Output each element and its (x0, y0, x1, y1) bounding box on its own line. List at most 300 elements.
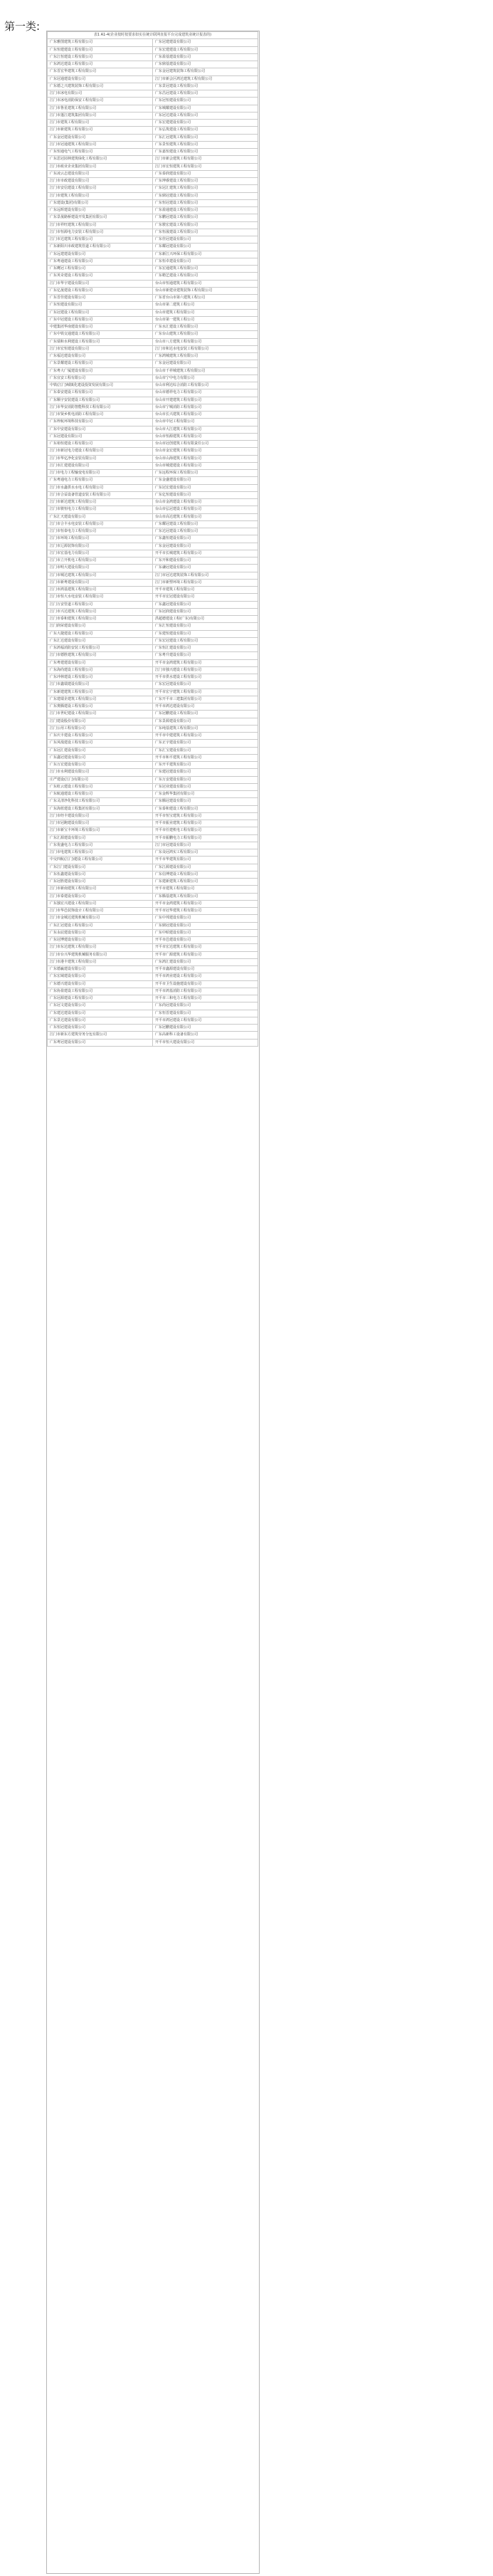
company-name-left: 江门市恒泰电力工程有限公司 (48, 528, 153, 535)
table-row (48, 827, 258, 834)
table-row (48, 470, 258, 477)
company-name-right: 开平市振鹏电力工程有限公司 (153, 834, 258, 842)
company-name-right: 开平市卫生设施建设有限公司 (153, 980, 258, 988)
company-name-left: 江门市金城达建筑机械有限公司 (48, 915, 153, 922)
table-row (48, 995, 258, 1002)
company-name-left: 广东思冠园林建筑绿化工程有限公司 (48, 156, 153, 163)
company-name-right: 江门市新会区鸿达建筑工程有限公司 (153, 75, 258, 83)
table-row (48, 857, 258, 864)
company-name-right: 台山市宁城消防工程有限公司 (153, 404, 258, 411)
company-name-right: 广东昌冠建设工程有限公司 (153, 90, 258, 98)
table-row (48, 389, 258, 397)
company-name-right: 广东冠业建设有限公司 (153, 783, 258, 790)
table-row (48, 922, 258, 929)
table-row (48, 90, 258, 98)
company-name-right: 江门市和达水电安装工程有限公司 (153, 345, 258, 352)
company-name-right: 广东恒冠建设工程有限公司 (153, 199, 258, 206)
table-row (48, 441, 258, 448)
table-row (48, 477, 258, 484)
table-row (48, 192, 258, 199)
table-row (48, 812, 258, 820)
table-row (48, 557, 258, 565)
company-name-right: 开平市宏冠建设有限公司 (153, 594, 258, 601)
table-row (48, 703, 258, 711)
table-row (48, 908, 258, 915)
company-name-left: 江门市新南建筑工程有限公司 (48, 886, 153, 893)
company-name-left: 江门市立开机电工程有限公司 (48, 557, 153, 565)
table-row (48, 769, 258, 776)
company-name-left: 江门润荣建设有限公司 (48, 623, 153, 630)
company-name-left: 广东冠博建设有限公司 (48, 937, 153, 944)
table-row (48, 353, 258, 360)
company-name-right: 广东鸿汇建设有限公司 (153, 958, 258, 965)
table-row (48, 39, 258, 46)
table-row (48, 864, 258, 871)
company-name-right: 广东水汇建设工程有限公司 (153, 324, 258, 331)
company-name-left: 广东鸿福消防安装工程有限公司 (48, 645, 153, 652)
company-name-left: 广东裕恒建设工程有限公司 (48, 441, 153, 448)
company-name-right: 台山市千祥城建筑工程有限公司 (153, 367, 258, 375)
company-name-left: 中铁(江门)城镇化建设投资发展有限公司 (48, 382, 153, 389)
company-name-right: 江门市新塑环境工程有限公司 (153, 579, 258, 586)
table-row (48, 587, 258, 594)
table-row (48, 287, 258, 294)
table-row (48, 929, 258, 936)
table-row (48, 229, 258, 236)
company-name-right: 广东泰和建设工程有限公司 (153, 805, 258, 812)
company-name-right: 广东鼎冠建设工程有限公司 (153, 192, 258, 199)
table-row (48, 324, 258, 331)
company-name-left: 江门市德胜建筑工程有限公司 (48, 652, 153, 659)
table-row (48, 893, 258, 900)
company-name-left: 广东奥腾建设工程有限公司 (48, 703, 153, 711)
table-row (48, 98, 258, 105)
company-name-left: 江门市新冠电力建设工程有限公司 (48, 448, 153, 455)
table-row (48, 681, 258, 688)
company-name-right: 广东精艺建设工程有限公司 (153, 273, 258, 280)
table-row (48, 834, 258, 842)
company-name-left: 江门市建筑工程有限公司 (48, 192, 153, 199)
section-heading: 第一类: (4, 20, 41, 33)
company-name-left: 广东景耀建设工程有限公司 (48, 360, 153, 367)
company-name-left: 江门市经丰建设有限公司 (48, 812, 153, 820)
company-name-left: 广东晋宏华建筑工程有限公司 (48, 68, 153, 75)
company-name-right: 广东恒汇建设有限公司 (153, 645, 258, 652)
company-name-right: 广东省台山市第六建筑工程公司 (153, 295, 258, 302)
table-row (48, 879, 258, 886)
company-name-left: 江门市新宝丰环境工程有限公司 (48, 827, 153, 834)
table-row (48, 83, 258, 90)
table-row (48, 871, 258, 878)
table-row (48, 331, 258, 338)
company-name-right: 台山市开建建筑工程有限公司 (153, 397, 258, 404)
company-name-left: 广东凤凰建设工程有限公司 (48, 740, 153, 747)
company-name-left: 江门市水鑫供水水电工程有限公司 (48, 484, 153, 491)
company-name-left: 广东永辰建设有限公司 (48, 929, 153, 936)
table-row (48, 499, 258, 506)
company-name-left: 江门市新达建筑工程有限公司 (48, 499, 153, 506)
company-name-right: 开平市三和电力工程有限公司 (153, 995, 258, 1002)
company-name-right: 广东泰润建设有限公司 (153, 170, 258, 177)
company-name-left: 中交四航(江门)建设工程有限公司 (48, 857, 153, 864)
enterprise-table (47, 31, 258, 1047)
table-row (48, 791, 258, 798)
company-name-right: 台山市金宏建筑工程有限公司 (153, 448, 258, 455)
company-name-left: 广东汇源建设有限公司 (48, 834, 153, 842)
company-name-right: 广东冠恒建设有限公司 (153, 98, 258, 105)
company-name-right: 广东弘筑建设工程有限公司 (153, 127, 258, 134)
table-row (48, 1010, 258, 1017)
company-name-left: 广东粤冠建设有限公司 (48, 1039, 153, 1046)
company-name-right: 江门市宏恒建筑工程有限公司 (153, 163, 258, 170)
company-name-right: 台山市城建建设工程有限公司 (153, 462, 258, 469)
table-row (48, 280, 258, 287)
company-name-left: 江门市政业企业集团有限公司 (48, 163, 153, 170)
company-name-left: 广东冠建设有限公司 (48, 433, 153, 440)
company-name-right: 广东中昭建设有限公司 (153, 929, 258, 936)
company-name-left: 广东鸿达建设工程有限公司 (48, 61, 153, 68)
company-name-left: 中建集团华南建设有限公司 (48, 324, 153, 331)
table-row (48, 207, 258, 214)
company-name-left: 江门市泰和建筑工程有限公司 (48, 616, 153, 623)
company-name-right: 广东冠达建设工程有限公司 (153, 112, 258, 119)
company-name-left: 江门市港丰建筑工程有限公司 (48, 958, 153, 965)
company-name-right: 台山市大江建筑工程有限公司 (153, 426, 258, 433)
company-name-left: 广东中冠建设工程有限公司 (48, 316, 153, 323)
company-name-left: 广东远晖建设有限公司 (48, 207, 153, 214)
table-row (48, 491, 258, 498)
company-name-right: 开平市鸿业建设工程有限公司 (153, 973, 258, 980)
company-name-right: 台山市山海建筑工程有限公司 (153, 455, 258, 462)
company-name-right: 广东盈通建设工程有限公司 (153, 207, 258, 214)
company-name-right: 广东尚冠建设有限公司 (153, 1002, 258, 1010)
company-name-left: 江门市祥旺建筑工程有限公司 (48, 221, 153, 229)
company-name-right: 广东冠鹏建设有限公司 (153, 1025, 258, 1032)
company-name-left: 广东冲林建设工程有限公司 (48, 674, 153, 681)
company-name-right: 广东耀冠建设有限公司 (153, 244, 258, 251)
table-row (48, 236, 258, 244)
company-name-left: 江门市电建筑工程有限公司 (48, 849, 153, 857)
company-name-right: 广东城耀建设有限公司 (153, 105, 258, 112)
company-name-right: 广东众冠鸿实工程有限公司 (153, 849, 258, 857)
company-name-left: 江门市华亿净化安装有限公司 (48, 455, 153, 462)
table-row (48, 68, 258, 75)
company-name-left: 广东独宏兴建设工程有限公司 (48, 900, 153, 907)
table-row (48, 740, 258, 747)
company-name-right: 开平市和平建筑工程有限公司 (153, 754, 258, 761)
company-name-right: 广东鸿城建筑工程有限公司 (153, 353, 258, 360)
company-name-right: 广东中邦建设有限公司 (153, 915, 258, 922)
company-name-left: 江门市市政建设有限公司 (48, 178, 153, 185)
company-name-left: 江门市电力工程输变电有限公司 (48, 470, 153, 477)
company-name-left: 江门市合丰水电安装工程有限公司 (48, 520, 153, 528)
table-row (48, 666, 258, 674)
company-name-left: 广东粤通电力工程有限公司 (48, 477, 153, 484)
company-name-left: 广东汇冠建设工程有限公司 (48, 922, 153, 929)
table-row (48, 842, 258, 849)
company-name-left: 广东鑫冠建设有限公司 (48, 754, 153, 761)
table-row (48, 805, 258, 812)
table-row (48, 221, 258, 229)
company-name-left: 江门市冰电有限公司 (48, 90, 153, 98)
table-row (48, 616, 258, 623)
table-row (48, 637, 258, 644)
table-row (48, 886, 258, 893)
company-name-right: 广东鹏冠建设工程有限公司 (153, 214, 258, 221)
company-name-left: 广东远建建设有限公司 (48, 251, 153, 258)
company-name-left: 广东英奇建设工程有限公司 (48, 273, 153, 280)
company-name-right: 广东金冠建筑装饰工程有限公司 (153, 68, 258, 75)
company-name-left: 广东雅图建筑工程有限公司 (48, 39, 153, 46)
company-name-left: 江门市东达建筑工程有限公司 (48, 944, 153, 951)
company-name-left: 广东冠通建设有限公司 (48, 75, 153, 83)
company-name-right: 开平市邑建设有限公司 (153, 937, 258, 944)
company-name-left: 广东万宏建设有限公司 (48, 762, 153, 769)
company-name-right: 台山市第二建筑工程公司 (153, 302, 258, 309)
company-name-left: 广东亿晟建设工程有限公司 (48, 287, 153, 294)
company-name-left: 江门市宏恒建设有限公司 (48, 345, 153, 352)
table-row (48, 295, 258, 302)
table-row (48, 951, 258, 958)
table-row (48, 426, 258, 433)
table-row (48, 338, 258, 345)
company-name-right: 江门市独兴建设工程有限公司 (153, 666, 258, 674)
company-name-right: 广东骏宏建设工程有限公司 (153, 221, 258, 229)
table-row (48, 375, 258, 382)
company-name-right: 广东正宇建设有限公司 (153, 740, 258, 747)
company-name-left: 江门市贤乡机电消防工程有限公司 (48, 412, 153, 419)
company-name-left: 广东景达建设有限公司 (48, 1017, 153, 1024)
company-name-left: 江门市新建筑工程有限公司 (48, 127, 153, 134)
company-name-left: 江门市新粤建设有限公司 (48, 579, 153, 586)
table-row (48, 105, 258, 112)
company-name-left: 广东优盛电力工程有限公司 (48, 842, 153, 849)
company-name-right: 开平市任建机电工程有限公司 (153, 827, 258, 834)
table-row (48, 419, 258, 426)
company-name-left: 广东航通建设工程有限公司 (48, 791, 153, 798)
table-row (48, 608, 258, 615)
company-name-left: 江门建设股份有限公司 (48, 718, 153, 725)
table-row (48, 1017, 258, 1024)
company-name-left: 广东景晟路桥建设开发集团有限公司 (48, 214, 153, 221)
company-name-right: 洪超德建设工程(广东)有限公司 (153, 616, 258, 623)
company-name-right: 开平市供水建设工程有限公司 (153, 674, 258, 681)
company-name-right: 广东鑫冠建设有限公司 (153, 601, 258, 608)
table-row (48, 783, 258, 790)
company-name-right: 广东盈基建设有限公司 (153, 53, 258, 61)
company-name-right: 开平市华建筑有限公司 (153, 857, 258, 864)
table-row (48, 127, 258, 134)
company-name-right: 台山市冠创建筑工程有限责任公司 (153, 441, 258, 448)
table-caption-row (48, 32, 258, 39)
table-row (48, 214, 258, 221)
company-name-right: 台山市恒源建筑工程有限公司 (153, 433, 258, 440)
company-name-right: 广东恒晋建设有限公司 (153, 1010, 258, 1017)
company-name-right: 广东冠汇建筑工程有限公司 (153, 185, 258, 192)
company-name-right: 广东嘉恒建设工程有限公司 (153, 149, 258, 156)
company-name-right: 广东宏冠建设有限公司 (153, 681, 258, 688)
company-name-left: 广东粤建建设有限公司 (48, 659, 153, 666)
company-name-left: 江门市骏恒电力工程有限公司 (48, 506, 153, 513)
company-name-right: 广东高新科工设备有限公司 (153, 1032, 258, 1039)
company-name-left: 广东瑞和水利建设工程有限公司 (48, 338, 153, 345)
company-name-right: 广东开平建筑有限公司 (153, 762, 258, 769)
table-row (48, 61, 258, 68)
company-name-right: 广东金冠建设有限公司 (153, 543, 258, 550)
company-name-right: 广东鼎冠建设有限公司 (153, 922, 258, 929)
table-row (48, 360, 258, 367)
table-row (48, 178, 258, 185)
company-name-right: 广东冠建建设有限公司 (153, 39, 258, 46)
company-name-left: 江门市鑫瑞建设有限公司 (48, 681, 153, 688)
company-name-left: 广东粤通建设工程有限公司 (48, 258, 153, 265)
company-name-left: 广东建设(集团)有限公司 (48, 199, 153, 206)
company-name-left: 广东江门建设有限公司 (48, 864, 153, 871)
company-name-right: 开平市冠华建筑工程有限公司 (153, 908, 258, 915)
company-name-left: 广东宏域建设有限公司 (48, 973, 153, 980)
table-row (48, 309, 258, 316)
company-name-right: 广东金盛建设有限公司 (153, 477, 258, 484)
table-row (48, 973, 258, 980)
company-name-left: 广东梓航环境科技有限公司 (48, 419, 153, 426)
company-name-right: 开平市宏达建筑工程有限公司 (153, 944, 258, 951)
company-name-left: 江门市冰电消防保安工程有限公司 (48, 98, 153, 105)
company-name-right: 开平市鸿达建设有限公司 (153, 703, 258, 711)
company-name-left: 江门市兴达建筑工程有限公司 (48, 608, 153, 615)
company-name-left: 江门市鸿基建筑工程有限公司 (48, 587, 153, 594)
company-name-right: 台山市德祥电力工程有限公司 (153, 389, 258, 397)
company-name-right: 广东腾冠建设有限公司 (153, 798, 258, 805)
company-name-left: 江门市合益设备管道安装工程有限公司 (48, 491, 153, 498)
company-name-left: 广东鹰冠工程有限公司 (48, 266, 153, 273)
company-name-left: 广东建瑞企建筑工程有限公司 (48, 696, 153, 703)
company-name-left: 广东福达建设有限公司 (48, 353, 153, 360)
company-name-left: 江门市恒大水电安装工程有限公司 (48, 594, 153, 601)
company-name-right: 开平市鸿基消防工程有限公司 (153, 988, 258, 995)
table-row (48, 1025, 258, 1032)
table-row (48, 1032, 258, 1039)
company-name-left: 广东恒冠建设有限公司 (48, 1025, 153, 1032)
table-row (48, 966, 258, 973)
company-name-right: 广东台山建筑工程有限公司 (153, 331, 258, 338)
company-name-left: 广东晋佳建设有限公司 (48, 295, 153, 302)
table-row (48, 448, 258, 455)
company-name-left: 江门市辽源装饰有限公司 (48, 543, 153, 550)
company-name-left: 江门市环境工程有限公司 (48, 535, 153, 543)
company-name-right: 开平市振业建筑工程有限公司 (153, 820, 258, 827)
company-name-right: 广东万安建设有限公司 (153, 776, 258, 783)
table-row (48, 754, 258, 761)
company-name-left: 广东建达建设有限公司 (48, 1010, 153, 1017)
company-name-left: 广东冠建设工程有限公司 (48, 309, 153, 316)
company-name-left: 广东泰安建设工程有限公司 (48, 389, 153, 397)
table-row (48, 579, 258, 586)
company-name-left: 广东汇达建设有限公司 (48, 637, 153, 644)
table-row (48, 134, 258, 141)
table-row (48, 273, 258, 280)
table-row (48, 915, 258, 922)
company-name-right: 台山市弘冠建设工程有限公司 (153, 506, 258, 513)
company-name-left: 广东汇天建设有限公司 (48, 513, 153, 520)
company-name-right: 广东亿恒建设有限公司 (153, 491, 258, 498)
company-name-left: 广东庆丰建设工程有限公司 (48, 733, 153, 740)
table-row (48, 46, 258, 53)
table-row (48, 302, 258, 309)
table-row (48, 674, 258, 681)
table-row (48, 397, 258, 404)
table-row (48, 565, 258, 572)
company-name-left: 广东海蓝建设工程集团有限公司 (48, 805, 153, 812)
company-name-left: 江门市鲁星建筑工程有限公司 (48, 105, 153, 112)
table-row (48, 156, 258, 163)
table-row (48, 112, 258, 119)
table-row (48, 382, 258, 389)
company-name-right: 广东宏通建筑工程有限公司 (153, 266, 258, 273)
company-name-left: 广东江恒建设工程有限公司 (48, 53, 153, 61)
company-name-left: 江门公用工程有限公司 (48, 725, 153, 732)
company-name-left: 江门市冠跑建设有限公司 (48, 820, 153, 827)
company-name-right: 开平市鑫源建设有限公司 (153, 966, 258, 973)
table-row (48, 520, 258, 528)
company-name-left: 江门市达建筑工程有限公司 (48, 236, 153, 244)
company-name-left: 广东海尚建设工程有限公司 (48, 666, 153, 674)
table-row (48, 244, 258, 251)
company-name-right: 广东纯基建筑工程有限公司 (153, 725, 258, 732)
table-row (48, 696, 258, 703)
company-name-left: 广东恒建设有限公司 (48, 302, 153, 309)
company-name-right: 广东冠宏建设有限公司 (153, 484, 258, 491)
table-row (48, 958, 258, 965)
company-name-right: 广东达冠建设工程有限公司 (153, 528, 258, 535)
table-row (48, 725, 258, 732)
table-row (48, 120, 258, 127)
company-name-right: 台山市高达建筑工程有限公司 (153, 513, 258, 520)
company-name-right: 广东耀冠建设工程有限公司 (153, 520, 258, 528)
table-row (48, 980, 258, 988)
company-name-right: 江门市冠达建筑装饰工程有限公司 (153, 572, 258, 579)
company-name-left: 江门万安管道工程有限公司 (48, 601, 153, 608)
company-name-right: 广东坤睿建设工程有限公司 (153, 178, 258, 185)
table-row (48, 652, 258, 659)
company-name-left: 广东顺宇安装建设工程有限公司 (48, 397, 153, 404)
company-name-left: 广东新建建筑工程有限公司 (48, 688, 153, 696)
table-row (48, 163, 258, 170)
table-row (48, 594, 258, 601)
company-name-left: 江门市华邑装饰设计工程有限公司 (48, 908, 153, 915)
table-row (48, 251, 258, 258)
company-name-right: 广东新江兴环保工程有限公司 (153, 251, 258, 258)
company-name-right: 开平市建筑工程有限公司 (153, 886, 258, 893)
company-name-left: 广东中安建设有限公司 (48, 426, 153, 433)
table-row (48, 718, 258, 725)
company-name-right: 广东宏冠建设工程有限公司 (153, 637, 258, 644)
company-name-left: 广东伍鑫建设有限公司 (48, 871, 153, 878)
table-row (48, 258, 258, 265)
table-row (48, 185, 258, 192)
table-row (48, 849, 258, 857)
company-name-right: 台山市恒通建筑工程有限公司 (153, 280, 258, 287)
company-name-right: 广东汇宝建设有限公司 (153, 747, 258, 754)
company-name-right: 开平市金鸿建筑工程有限公司 (153, 659, 258, 666)
table-row (48, 572, 258, 579)
company-name-right: 台山市建筑工程有限公司 (153, 309, 258, 316)
company-name-left: 广东恒通电气工程有限公司 (48, 149, 153, 156)
company-name-right: 开平市建筑工程有限公司 (153, 587, 258, 594)
table-row (48, 900, 258, 907)
company-name-right: 广东金辉华集团有限公司 (153, 791, 258, 798)
table-caption: 表1 A1-4(企业按时按要求如实在统计联网直报平台完成建筑业统计报表的) (48, 32, 258, 39)
company-name-right: 广东佳冠建设有限公司 (153, 236, 258, 244)
